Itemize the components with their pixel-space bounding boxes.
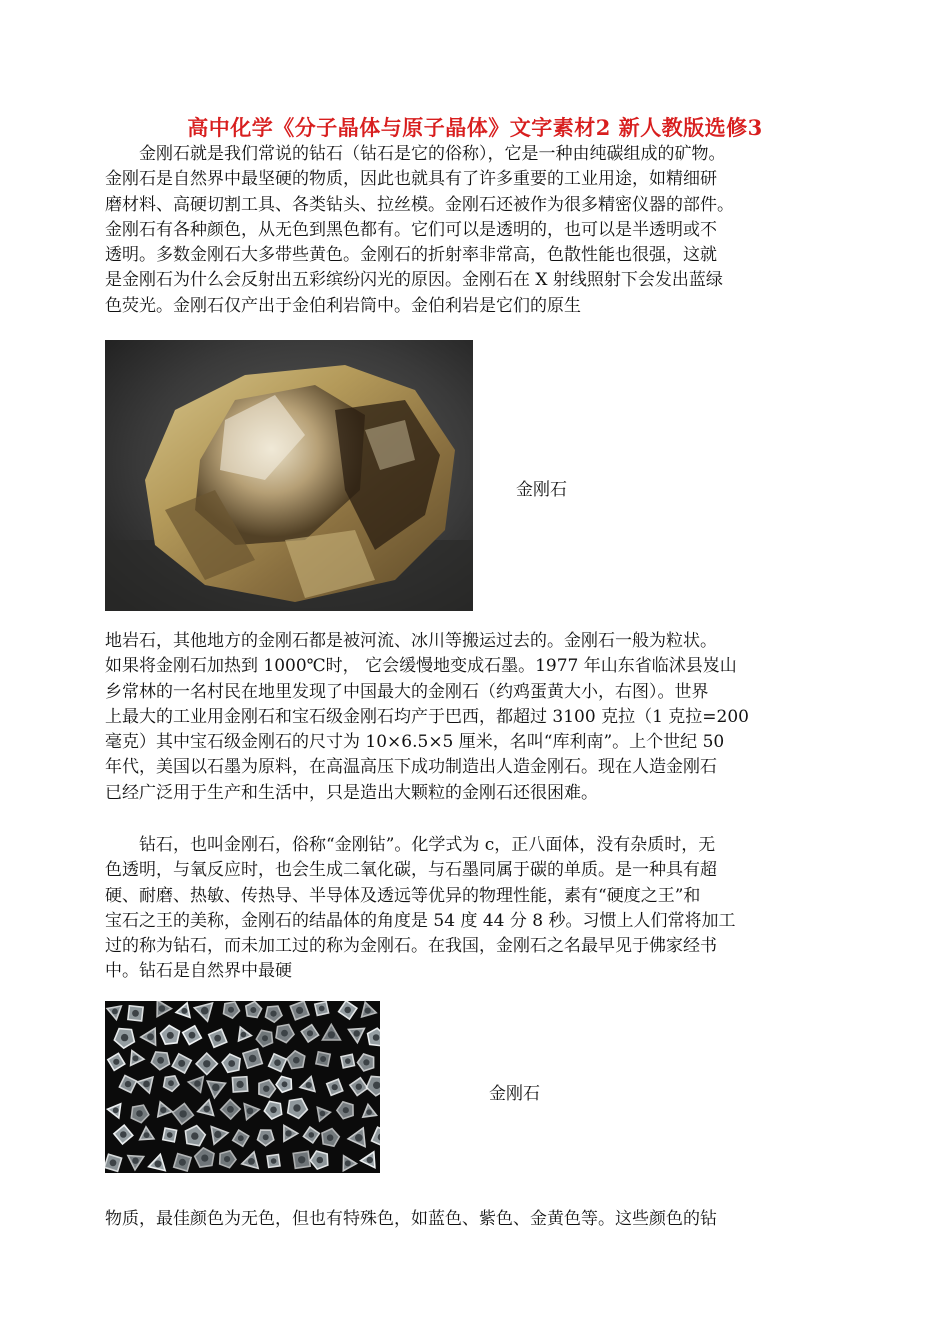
crystal-core (110, 1159, 117, 1166)
paragraph-colors (105, 1207, 850, 1232)
text-line: 毫克）其中宝石级金刚石的尺寸为 10×6.5×5 厘米，名叫“库利南”。上个世纪 50 (105, 732, 725, 753)
crystal-core (157, 1057, 164, 1064)
crystal-core (194, 1080, 200, 1086)
crystal-core (155, 1160, 162, 1167)
text-line: 过的称为钻石，而未加工过的称为金刚石。在我国，金刚石之名最早见于佛家经书 (105, 936, 717, 957)
crystal-core (327, 1134, 334, 1141)
crystal-core (113, 1059, 119, 1065)
crystal-core (293, 1104, 300, 1111)
diamond-crystals-photo (105, 1001, 380, 1173)
crystal-core (168, 1080, 174, 1086)
crystal-core (120, 1131, 127, 1138)
paragraph-origin (105, 629, 850, 806)
crystal-core (320, 1056, 326, 1062)
crystal-core (203, 1060, 210, 1067)
text-line: 宝石之王的美称，金刚石的结晶体的角度是 54 度 44 分 8 秒。习惯上人们常将加工 (105, 910, 736, 931)
crystal-core (271, 1158, 277, 1164)
crystal-core (366, 1109, 372, 1115)
crystal-core (214, 1035, 221, 1042)
crystal-core (136, 1110, 143, 1117)
crystal-core (282, 1081, 288, 1087)
crystal-core (112, 1009, 118, 1015)
crystal-core (250, 1007, 256, 1013)
document-title: 高中化学《分子晶体与原子晶体》文字素材2 新人教版选修3 (187, 115, 763, 140)
text-line: 是金刚石为什么会反射出五彩缤纷闪光的原因。金刚石在 X 射线照射下会发出蓝绿 (105, 270, 723, 291)
text-line: 色透明，与氧反应时，也会生成二氧化碳，与石墨同属于碳的单质。是一种具有超 (105, 860, 717, 881)
crystal-core (263, 1086, 269, 1092)
crystal-core (345, 1160, 351, 1166)
figure-caption: 金刚石 (489, 1084, 540, 1104)
crystal-core (125, 1081, 131, 1087)
crystal-core (320, 1111, 326, 1117)
text-line: 地岩石，其他地方的金刚石都是被河流、冰川等搬运过去的。金刚石一般为粒状。 (105, 631, 717, 651)
crystal-core (227, 1106, 234, 1113)
text-line: 金刚石是自然界中最坚硬的物质，因此也就具有了许多重要的工业用途，如精细研 (105, 169, 717, 190)
diamond-crystals-image (105, 1001, 380, 1173)
crystal-core (179, 1159, 186, 1166)
crystal-core (247, 1108, 254, 1115)
crystal-core (332, 1084, 338, 1090)
crystal-core (343, 1107, 349, 1113)
crystal-core (356, 1084, 362, 1090)
text-line: 金刚石就是我们常说的钻石（钻石是它的俗称），它是一种由纯碳组成的矿物。 (105, 144, 726, 164)
crystal-core (178, 1060, 185, 1067)
paragraph-intro (105, 142, 850, 319)
text-line: 物质，最佳颜色为无色，但也有特殊色，如蓝色、紫色、金黄色等。这些颜色的钻 (105, 1209, 717, 1229)
text-line: 透明。多数金刚石大多带些黄色。金刚石的折射率非常高，色散性能也很强，这就 (105, 245, 717, 266)
crystal-core (270, 1011, 276, 1017)
crystal-core (365, 1008, 371, 1014)
crystal-core (238, 1135, 244, 1141)
paragraph-properties (105, 833, 850, 985)
text-line: 乡常林的一名村民在地里发现了中国最大的金刚石（约鸡蛋黄大小，右图）。世界 (105, 681, 709, 702)
crystal-core (189, 1032, 196, 1039)
crystal-core (167, 1032, 174, 1039)
crystal-core (147, 1033, 154, 1040)
crystal-core (363, 1059, 369, 1065)
crystal-core (133, 1055, 139, 1061)
crystal-core (181, 1008, 187, 1014)
crystal-core (179, 1110, 186, 1117)
crystal-core (344, 1007, 351, 1014)
crystal-core (132, 1158, 138, 1164)
crystal-core (248, 1158, 255, 1165)
crystal-core (212, 1084, 219, 1091)
crystal-core (328, 1031, 335, 1038)
crystal-core (228, 1060, 235, 1067)
crystal-core (228, 1007, 234, 1013)
rough-diamond-photo (105, 340, 473, 611)
crystal-core (263, 1134, 269, 1140)
crystal-core (204, 1106, 211, 1113)
text-line: 如果将金刚石加热到 1000℃时， 它会缓慢地变成石墨。1977 年山东省临沭县岌山 (105, 656, 737, 677)
text-line: 年代，美国以石墨为原料，在高温高压下成功制造出人造金刚石。现在人造金刚石 (105, 757, 717, 778)
crystal-core (249, 1055, 257, 1063)
crystal-core (241, 1032, 247, 1038)
text-line: 中。钻石是自然界中最硬 (105, 961, 292, 982)
crystal-core (262, 1035, 268, 1041)
text-line: 上最大的工业用金刚石和宝石级金刚石均产于巴西，都超过 3100 克拉（1 克拉=200 (105, 706, 749, 727)
crystal-core (143, 1081, 150, 1088)
text-line: 硬、耐磨、热敏、传热导、半导体及透远等优异的物理性能，素有“硬度之王”和 (105, 885, 701, 906)
crystal-core (237, 1081, 244, 1088)
text-line: 色荧光。金刚石仅产出于金伯利岩筒中。金伯利岩是它们的原生 (105, 295, 581, 316)
crystal-core (319, 1006, 325, 1012)
crystal-core (274, 1059, 281, 1066)
crystal-core (355, 1134, 363, 1142)
crystal-core (367, 1157, 373, 1163)
crystal-core (167, 1132, 173, 1138)
crystal-core (296, 1007, 303, 1014)
figure-caption: 金刚石 (516, 480, 567, 500)
crystal-core (144, 1132, 150, 1138)
crystal-core (191, 1132, 198, 1139)
crystal-core (270, 1107, 277, 1114)
crystal-core (159, 1005, 166, 1012)
text-line: 钻石，也叫金刚石，俗称“金刚钻”。化学式为 c，正八面体，没有杂质时，无 (105, 835, 716, 855)
crystal-core (309, 1132, 315, 1138)
crystal-core (113, 1107, 119, 1113)
crystal-core (317, 1157, 324, 1164)
crystal-core (298, 1156, 305, 1163)
crystal-core (285, 1130, 291, 1136)
crystal-core (160, 1107, 166, 1113)
crystal-core (201, 1155, 208, 1162)
text-line: 已经广泛用于生产和生活中，只是造出大颗粒的金刚石还很困难。 (105, 782, 598, 803)
crystal-core (345, 1058, 351, 1064)
crystal-core (214, 1131, 221, 1138)
crystal-core (373, 1034, 380, 1041)
crystal-core (307, 1030, 313, 1036)
crystal-core (281, 1030, 288, 1037)
crystal-core (354, 1030, 360, 1036)
text-line: 金刚石有各种颜色，从无色到黑色都有。它们可以是透明的，也可以是半透明或不 (105, 219, 717, 240)
crystal-core (201, 1007, 209, 1015)
crystal-core (121, 1034, 128, 1041)
text-line: 磨材料、高硬切割工具、各类钻头、拉丝模。金刚石还被作为很多精密仪器的部件。 (105, 194, 734, 215)
crystal-core (293, 1057, 300, 1064)
crystal-core (306, 1082, 312, 1088)
crystal-core (224, 1156, 230, 1162)
crystal-core (132, 1010, 139, 1017)
rough-diamond-image (105, 340, 473, 611)
